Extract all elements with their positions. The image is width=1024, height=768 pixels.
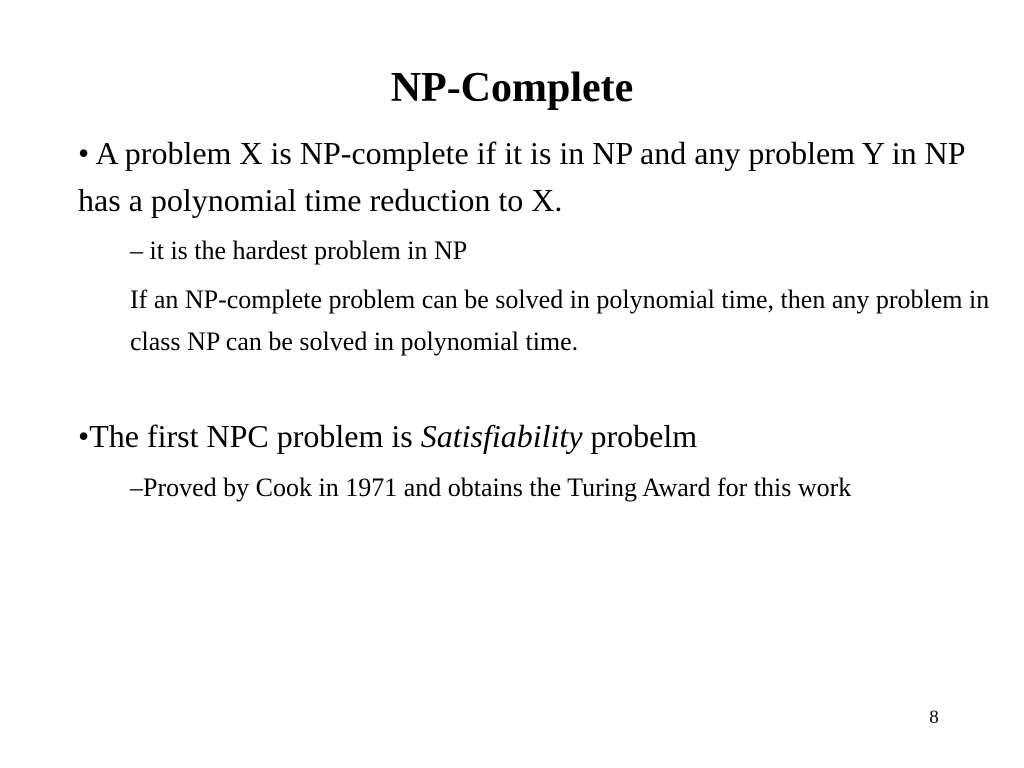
satisfiability-emphasis: Satisfiability — [420, 418, 583, 454]
bullet-text: A problem X is NP-complete if it is in NP and any problem Y in NP has a polynomial time reduction to X. — [78, 135, 965, 218]
slide-title: NP-Complete — [390, 65, 634, 111]
bullet-text-end: probelm — [582, 418, 698, 454]
bullet-marker: • — [78, 418, 90, 454]
bullet-first-npc-problem — [78, 413, 978, 460]
subitem-hardest-problem: – it is the hardest problem in NP — [130, 236, 468, 265]
page-number: 8 — [929, 707, 939, 728]
bullet-np-complete-definition — [78, 130, 978, 224]
subitem-polynomial-consequence: If an NP-complete problem can be solved in polynomial time, then any problem in class NP can be solved in polynomial time. — [130, 285, 990, 356]
subitem-cook-proof: –Proved by Cook in 1971 and obtains the Turing Award for this work — [130, 473, 852, 502]
bullet-text: The first NPC problem is — [89, 418, 421, 454]
bullet-marker: • — [78, 135, 96, 171]
